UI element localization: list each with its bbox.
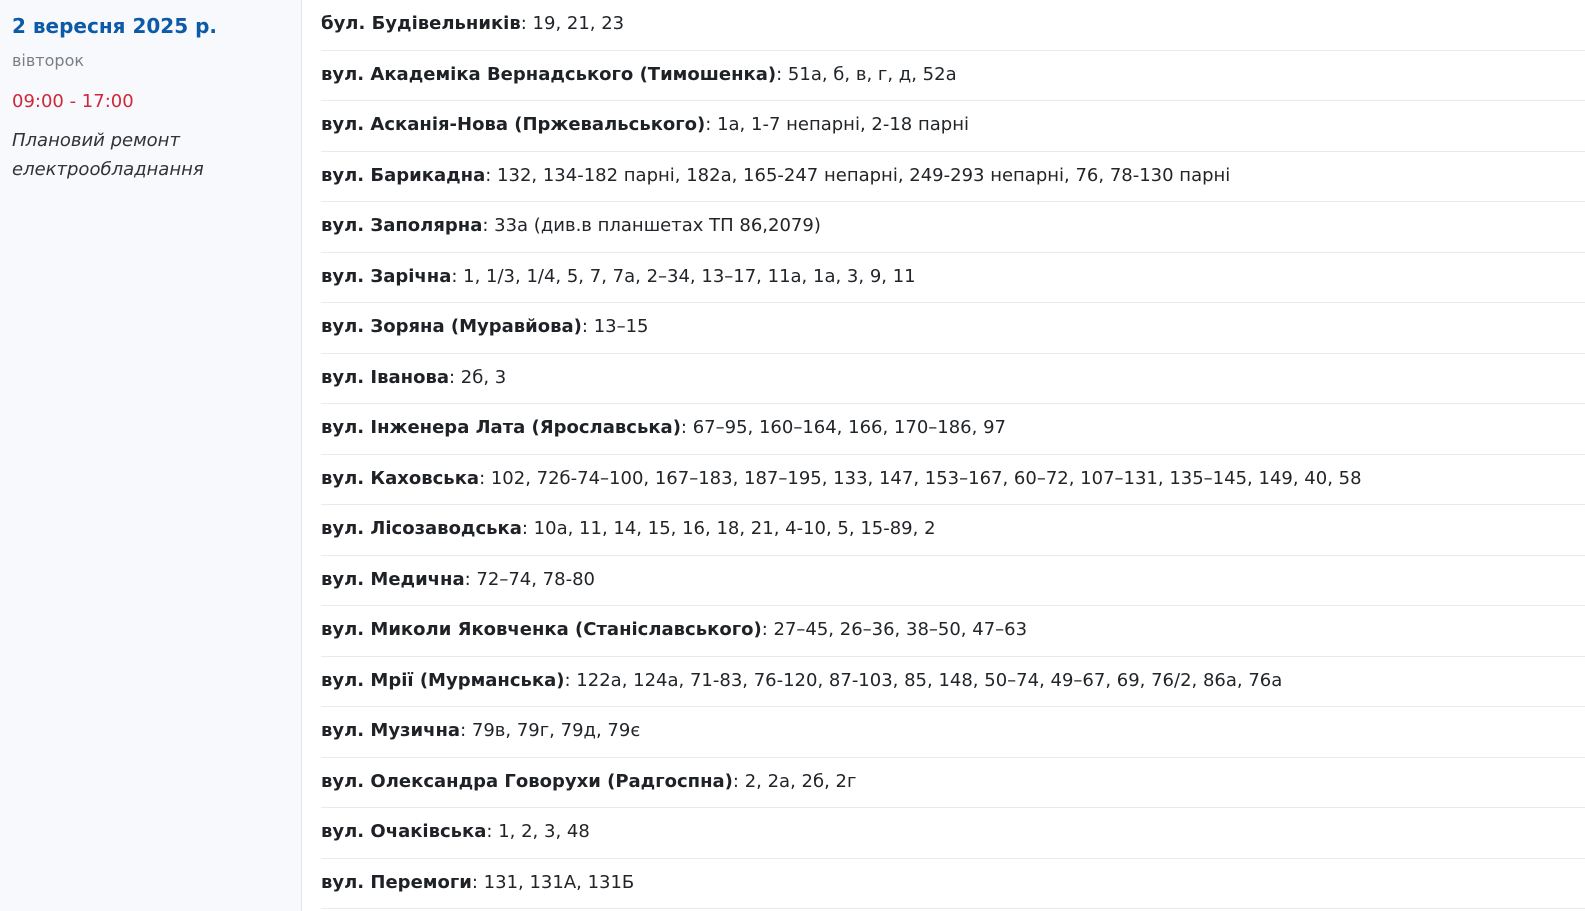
list-item: [321, 758, 1585, 809]
list-item: [321, 303, 1585, 354]
list-item: [321, 657, 1585, 708]
street-name: вул. Миколи Яковченка (Станіславського): [321, 619, 762, 641]
house-numbers: : 2б, 3: [449, 366, 507, 388]
list-item: [321, 0, 1585, 51]
list-item: [321, 202, 1585, 253]
list-item: [321, 101, 1585, 152]
house-numbers: : 132, 134-182 парні, 182а, 165-247 непарні, 249-293 непарні, 76, 78-130 парні: [485, 164, 1231, 186]
street-name: вул. Мрії (Мурманська): [321, 669, 565, 691]
house-numbers: : 19, 21, 23: [520, 13, 625, 35]
street-name: вул. Каховська: [321, 467, 480, 489]
list-item: [321, 404, 1585, 455]
list-item: [321, 152, 1585, 203]
house-numbers: : 102, 72б-74–100, 167–183, 187–195, 133, 147, 153–167, 60–72, 107–131, 135–145, 149, 40, 58: [479, 467, 1362, 489]
house-numbers: : 13–15: [581, 316, 649, 338]
street-name: бул. Будівельників: [321, 13, 521, 35]
street-name: вул. Барикадна: [321, 164, 486, 186]
outage-time-range: 09:00 - 17:00: [12, 91, 134, 112]
street-name: вул. Інженера Лата (Ярославська): [321, 417, 681, 439]
list-item: [321, 253, 1585, 304]
street-name: вул. Асканія-Нова (Пржевальського): [321, 114, 706, 136]
house-numbers: : 67–95, 160–164, 166, 170–186, 97: [680, 417, 1006, 439]
house-numbers: : 1, 1/3, 1/4, 5, 7, 7а, 2–34, 13–17, 11а, 1а, 3, 9, 11: [451, 265, 916, 287]
street-name: вул. Музична: [321, 720, 461, 742]
outage-date: 2 вересня 2025 р.: [12, 14, 217, 38]
street-name: вул. Зарічна: [321, 265, 452, 287]
list-item: [321, 707, 1585, 758]
house-numbers: : 2, 2а, 2б, 2г: [732, 770, 857, 792]
house-numbers: : 10а, 11, 14, 15, 16, 18, 21, 4-10, 5, 15-89, 2: [521, 518, 936, 540]
list-item: [321, 606, 1585, 657]
list-item: [321, 556, 1585, 607]
address-list: [302, 0, 1585, 911]
list-item: [321, 505, 1585, 556]
house-numbers: : 79в, 79г, 79д, 79є: [460, 720, 641, 742]
list-item: [321, 859, 1585, 910]
house-numbers: : 72–74, 78-80: [464, 568, 595, 590]
house-numbers: : 33а (див.в планшетах ТП 86,2079): [482, 215, 821, 237]
street-name: вул. Академіка Вернадського (Тимошенка): [321, 63, 777, 85]
street-name: вул. Медична: [321, 568, 465, 590]
street-name: вул. Заполярна: [321, 215, 483, 237]
street-name: вул. Лісозаводська: [321, 518, 522, 540]
house-numbers: : 1, 2, 3, 48: [486, 821, 590, 843]
street-name: вул. Олександра Говорухи (Радгоспна): [321, 770, 733, 792]
list-item: [321, 51, 1585, 102]
street-name: вул. Очаківська: [321, 821, 487, 843]
outage-weekday: вівторок: [12, 51, 85, 70]
outage-reason: Плановий ремонт електрообладнання: [12, 130, 204, 180]
street-name: вул. Іванова: [321, 366, 449, 388]
outage-info-sidebar: [0, 0, 302, 911]
list-item: [321, 354, 1585, 405]
street-name: вул. Перемоги: [321, 871, 472, 893]
house-numbers: : 131, 131А, 131Б: [471, 871, 635, 893]
house-numbers: : 1а, 1-7 непарні, 2-18 парні: [705, 114, 969, 136]
list-item: [321, 808, 1585, 859]
house-numbers: : 27–45, 26–36, 38–50, 47–63: [761, 619, 1028, 641]
house-numbers: : 122а, 124а, 71-83, 76-120, 87-103, 85, 148, 50–74, 49–67, 69, 76/2, 86а, 76а: [564, 669, 1283, 691]
street-name: вул. Зоряна (Муравйова): [321, 316, 582, 338]
list-item: [321, 455, 1585, 506]
house-numbers: : 51а, б, в, г, д, 52а: [776, 63, 957, 85]
